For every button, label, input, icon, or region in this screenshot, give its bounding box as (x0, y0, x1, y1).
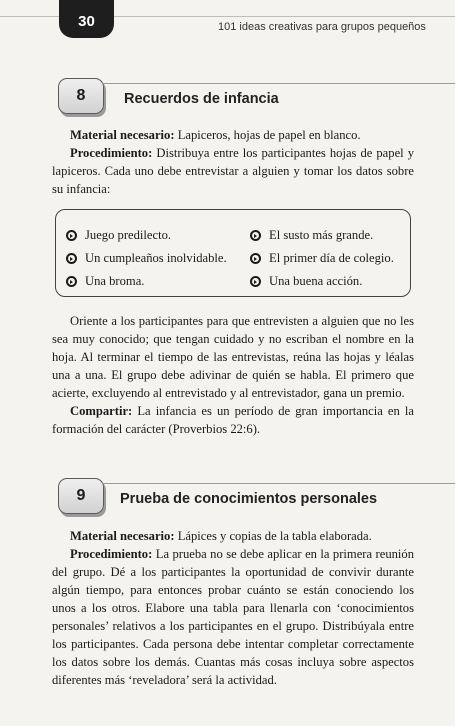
list-item-text: El primer día de colegio. (269, 251, 394, 265)
heading-rule (102, 83, 455, 84)
share-label: Compartir: (70, 404, 133, 418)
procedure-text: Distribuya entre los participantes hojas de papel y lapiceros. Cada uno debe entrevistar a alguien y tomar los datos sobre su infancia: (52, 146, 414, 196)
bullet-icon (66, 253, 77, 264)
bullet-icon (66, 276, 77, 287)
topics-list-left (66, 224, 227, 293)
section-number-badge (58, 78, 104, 114)
section-number: 8 (76, 87, 86, 104)
list-item (250, 270, 394, 293)
material-paragraph (52, 527, 414, 545)
procedure-paragraph (52, 545, 414, 689)
page-number-tab (59, 0, 114, 38)
section-title: Recuerdos de infancia (124, 91, 279, 107)
heading-rule (102, 483, 455, 484)
list-item (66, 224, 227, 247)
share-paragraph (52, 402, 414, 438)
material-text: Lápices y copias de la tabla elaborada. (174, 529, 372, 543)
list-item (66, 270, 227, 293)
list-item-text: Una buena acción. (269, 274, 363, 288)
section-8-intro (52, 126, 414, 198)
list-item (66, 247, 227, 270)
list-item (250, 247, 394, 270)
material-paragraph (52, 126, 414, 144)
bullet-icon (250, 276, 261, 287)
running-head: 101 ideas creativas para grupos pequeños (218, 21, 426, 33)
section-title: Prueba de conocimientos personales (120, 491, 378, 507)
list-item-text: El susto más grande. (269, 228, 374, 242)
procedure-label: Procedimiento: (70, 547, 153, 561)
bullet-icon (250, 230, 261, 241)
section-9-body (52, 527, 414, 689)
bullet-icon (66, 230, 77, 241)
section-number-badge (58, 478, 104, 514)
material-text: Lapiceros, hojas de papel en blanco. (174, 128, 361, 142)
material-label: Material necesario: (70, 529, 175, 543)
section-8-body (52, 312, 414, 438)
list-item-text: Una broma. (85, 274, 145, 288)
list-item-text: Un cumpleaños inolvidable. (85, 251, 227, 265)
section-number: 9 (76, 487, 86, 504)
section-9-heading (0, 478, 455, 518)
section-8-heading (0, 78, 455, 118)
procedure-text: La prueba no se debe aplicar en la primera reunión del grupo. Dé a los participantes la oportunidad de convivir durante algún tiempo, para entonces probar cuánto se están conociendo los unos a los otros. Elabore una tabla para llenarla con ‘conocimientos personales’ relativos a los participantes en el grupo. Distribúyala entre los participantes. Cada persona debe intentar completar correctamente los datos sobre los demás. Cuantas más cosas incluya sobre aspectos diferentes más ‘reveladora’ será la actividad. (52, 547, 414, 687)
topics-list-right (250, 224, 394, 293)
procedure-paragraph (52, 144, 414, 198)
list-item-text: Juego predilecto. (85, 228, 172, 242)
page-number: 30 (78, 12, 95, 30)
material-label: Material necesario: (70, 128, 175, 142)
list-item (250, 224, 394, 247)
procedure-label: Procedimiento: (70, 146, 153, 160)
instructions-paragraph: Oriente a los participantes para que entrevisten a alguien que no les sea muy conocido; que tengan cuidado y no escriban el nombre en la hoja. Al terminar el tiempo de las entrevistas, reúna las hojas y léalas una a una. El grupo debe adivinar de quién se habla. El primero que acierte, excluyendo al entrevistado y al entrevistador, gana un premio. (52, 314, 414, 400)
share-text: La infancia es un período de gran importancia en la formación del carácter (Proverbios 22:6). (52, 404, 414, 436)
bullet-icon (250, 253, 261, 264)
